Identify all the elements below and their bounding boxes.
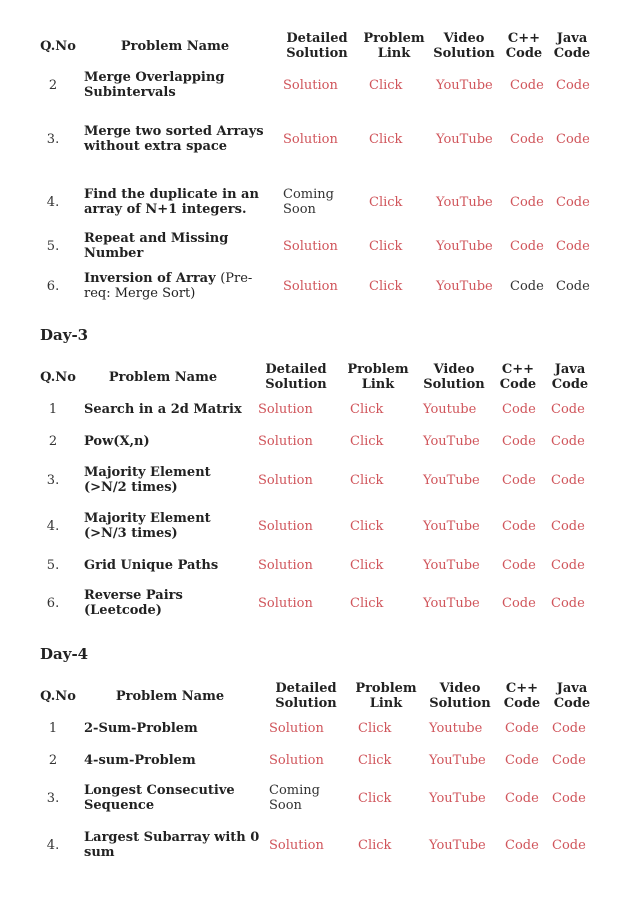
- problem-link[interactable]: Click: [358, 837, 392, 853]
- problem-link[interactable]: Click: [369, 77, 403, 93]
- java-code-link[interactable]: Code: [556, 238, 590, 254]
- section-heading-day4: Day-4: [40, 645, 89, 663]
- row-qno: 4.: [46, 837, 60, 853]
- youtube-link[interactable]: YouTube: [436, 278, 493, 294]
- problem-name: [84, 459, 254, 501]
- row-qno: 3.: [46, 790, 60, 806]
- solution-link[interactable]: Solution: [269, 720, 324, 736]
- problem-link[interactable]: Click: [369, 238, 403, 254]
- java-code-link[interactable]: Code: [552, 720, 586, 736]
- solution-link: Coming Soon: [283, 187, 334, 217]
- row-qno: 2: [48, 433, 58, 449]
- java-code-link[interactable]: Code: [552, 837, 586, 853]
- problem-name-text: Longest Consecutive Sequence: [84, 783, 235, 813]
- row-qno: 5.: [46, 557, 60, 573]
- row-qno: 1: [48, 720, 58, 736]
- problem-link[interactable]: Click: [358, 752, 392, 768]
- table-row: [0, 232, 638, 260]
- header-cpp-code: C++ Code: [503, 681, 541, 711]
- header-java-code: Java Code: [553, 681, 591, 711]
- header-detailed-solution: Detailed Solution: [275, 681, 337, 711]
- row-qno: 2: [48, 752, 58, 768]
- header-problem-name: Problem Name: [120, 38, 230, 54]
- youtube-link[interactable]: YouTube: [423, 557, 480, 573]
- problem-name-text: Merge Overlapping Subintervals: [84, 70, 225, 100]
- table-row: [0, 551, 638, 579]
- java-code-link[interactable]: Code: [551, 433, 585, 449]
- problem-name: [84, 551, 254, 579]
- table-row: [0, 583, 638, 623]
- table-row: [0, 68, 638, 102]
- solution-link: Coming Soon: [269, 783, 320, 813]
- cpp-code-link[interactable]: Code: [510, 238, 544, 254]
- youtube-link[interactable]: YouTube: [436, 77, 493, 93]
- problem-name-text: Merge two sorted Arrays without extra space: [84, 124, 264, 154]
- java-code-link[interactable]: Code: [551, 401, 585, 417]
- problem-name-text: 4-sum-Problem: [84, 752, 196, 768]
- problem-name-text: Inversion of Array: [84, 271, 216, 286]
- youtube-link[interactable]: YouTube: [436, 131, 493, 147]
- java-code-link[interactable]: Code: [551, 557, 585, 573]
- cpp-code-link[interactable]: Code: [505, 752, 539, 768]
- problem-name: [84, 395, 254, 423]
- problem-name: [84, 174, 274, 230]
- solution-link[interactable]: Solution: [258, 433, 313, 449]
- problem-link[interactable]: Click: [369, 194, 403, 210]
- cpp-code-link[interactable]: Code: [502, 557, 536, 573]
- java-code-link[interactable]: Code: [552, 752, 586, 768]
- header-problem-link: Problem Link: [363, 31, 425, 61]
- row-qno: 6.: [46, 595, 60, 611]
- cpp-code-link[interactable]: Code: [510, 194, 544, 210]
- table-row: [0, 425, 638, 457]
- problem-name: [84, 778, 264, 818]
- table-row: [0, 824, 638, 866]
- java-code-link[interactable]: Code: [551, 472, 585, 488]
- problem-link[interactable]: Click: [358, 790, 392, 806]
- problem-name: [84, 745, 264, 775]
- problem-link[interactable]: Click: [350, 557, 384, 573]
- youtube-link[interactable]: YouTube: [423, 433, 480, 449]
- cpp-code-link: Code: [510, 278, 544, 294]
- solution-link[interactable]: Solution: [283, 131, 338, 147]
- table-row: [0, 745, 638, 775]
- cpp-code-link[interactable]: Code: [502, 433, 536, 449]
- header-video-solution: Video Solution: [433, 31, 495, 61]
- header-java-code: Java Code: [553, 31, 591, 61]
- cpp-code-link[interactable]: Code: [502, 595, 536, 611]
- header-problem-name: Problem Name: [108, 369, 218, 385]
- problem-name-text: Majority Element (>N/2 times): [84, 465, 211, 495]
- youtube-link[interactable]: YouTube: [423, 595, 480, 611]
- header-detailed-solution: Detailed Solution: [265, 362, 327, 392]
- header-problem-link: Problem Link: [347, 362, 409, 392]
- problem-link[interactable]: Click: [350, 595, 384, 611]
- problem-name-text: 2-Sum-Problem: [84, 720, 198, 736]
- header-qno: Q.No: [40, 369, 76, 385]
- row-qno: 1: [48, 401, 58, 417]
- table-row: [0, 174, 638, 230]
- youtube-link[interactable]: YouTube: [429, 752, 486, 768]
- cpp-code-link[interactable]: Code: [502, 401, 536, 417]
- solution-link[interactable]: Solution: [283, 278, 338, 294]
- problem-name-text: Majority Element (>N/3 times): [84, 511, 211, 541]
- java-code-link[interactable]: Code: [552, 790, 586, 806]
- youtube-link[interactable]: YouTube: [436, 238, 493, 254]
- header-java-code: Java Code: [551, 362, 589, 392]
- header-qno: Q.No: [40, 688, 76, 704]
- java-code-link[interactable]: Code: [551, 518, 585, 534]
- youtube-link[interactable]: YouTube: [429, 837, 486, 853]
- header-qno: Q.No: [40, 38, 76, 54]
- solution-link[interactable]: Solution: [258, 595, 313, 611]
- header-cpp-code: C++ Code: [505, 31, 543, 61]
- java-code-link[interactable]: Code: [556, 77, 590, 93]
- problem-link[interactable]: Click: [358, 720, 392, 736]
- problem-name: [84, 232, 274, 260]
- table-row: [0, 266, 638, 306]
- problem-name: [84, 110, 274, 168]
- problem-link[interactable]: Click: [350, 518, 384, 534]
- header-problem-link: Problem Link: [355, 681, 417, 711]
- cpp-code-link[interactable]: Code: [502, 472, 536, 488]
- problem-name-text: Pow(X,n): [84, 433, 150, 449]
- solution-link[interactable]: Solution: [269, 752, 324, 768]
- problem-link[interactable]: Click: [350, 433, 384, 449]
- row-qno: 5.: [46, 238, 60, 254]
- java-code-link[interactable]: Code: [556, 194, 590, 210]
- solution-link[interactable]: Solution: [283, 238, 338, 254]
- youtube-link[interactable]: YouTube: [436, 194, 493, 210]
- youtube-link[interactable]: Youtube: [429, 720, 483, 736]
- problem-name-text: Grid Unique Paths: [84, 557, 219, 573]
- problem-name-text: Repeat and Missing Number: [84, 231, 229, 261]
- cpp-code-link[interactable]: Code: [505, 790, 539, 806]
- problem-name: [84, 425, 254, 457]
- cpp-code-link[interactable]: Code: [510, 131, 544, 147]
- solution-link[interactable]: Solution: [258, 518, 313, 534]
- table-row: [0, 505, 638, 547]
- header-video-solution: Video Solution: [429, 681, 491, 711]
- table-row: [0, 459, 638, 501]
- table-row: [0, 778, 638, 818]
- problem-name: [84, 714, 264, 742]
- row-qno: 4.: [46, 194, 60, 210]
- solution-link[interactable]: Solution: [258, 401, 313, 417]
- problem-name: [84, 68, 274, 102]
- table-header: [0, 361, 638, 393]
- java-code-link: Code: [556, 278, 590, 294]
- table-row: [0, 714, 638, 742]
- youtube-link[interactable]: YouTube: [423, 472, 480, 488]
- problem-name: [84, 824, 264, 866]
- row-qno: 2: [48, 77, 58, 93]
- problem-link[interactable]: Click: [369, 278, 403, 294]
- row-qno: 3.: [46, 131, 60, 147]
- youtube-link[interactable]: YouTube: [423, 518, 480, 534]
- problem-link[interactable]: Click: [369, 131, 403, 147]
- cpp-code-link[interactable]: Code: [505, 837, 539, 853]
- row-qno: 3.: [46, 472, 60, 488]
- table-header: [0, 680, 638, 712]
- solution-link[interactable]: Solution: [283, 77, 338, 93]
- youtube-link[interactable]: Youtube: [423, 401, 477, 417]
- header-problem-name: Problem Name: [115, 688, 225, 704]
- row-qno: 4.: [46, 518, 60, 534]
- cpp-code-link[interactable]: Code: [510, 77, 544, 93]
- problem-link[interactable]: Click: [350, 472, 384, 488]
- table-header: [0, 30, 638, 62]
- cpp-code-link[interactable]: Code: [505, 720, 539, 736]
- section-heading-day3: Day-3: [40, 326, 89, 344]
- header-detailed-solution: Detailed Solution: [286, 31, 348, 61]
- problem-name-text: Largest Subarray with 0 sum: [84, 830, 260, 860]
- problem-name: [84, 505, 254, 547]
- header-cpp-code: C++ Code: [499, 362, 537, 392]
- solution-link[interactable]: Solution: [258, 557, 313, 573]
- header-video-solution: Video Solution: [423, 362, 485, 392]
- cpp-code-link[interactable]: Code: [502, 518, 536, 534]
- youtube-link[interactable]: YouTube: [429, 790, 486, 806]
- table-row: [0, 110, 638, 168]
- problem-name-text: Search in a 2d Matrix: [84, 401, 242, 417]
- java-code-link[interactable]: Code: [556, 131, 590, 147]
- problem-name-text: Reverse Pairs (Leetcode): [84, 588, 183, 618]
- problem-name-text: Find the duplicate in an array of N+1 integers.: [84, 187, 259, 217]
- row-qno: 6.: [46, 278, 60, 294]
- problem-name-note: (Pre-req: Merge Sort): [84, 271, 253, 301]
- problem-link[interactable]: Click: [350, 401, 384, 417]
- table-row: [0, 395, 638, 423]
- solution-link[interactable]: Solution: [258, 472, 313, 488]
- problem-name: [84, 583, 254, 623]
- solution-link[interactable]: Solution: [269, 837, 324, 853]
- java-code-link[interactable]: Code: [551, 595, 585, 611]
- problem-name: [84, 266, 274, 306]
